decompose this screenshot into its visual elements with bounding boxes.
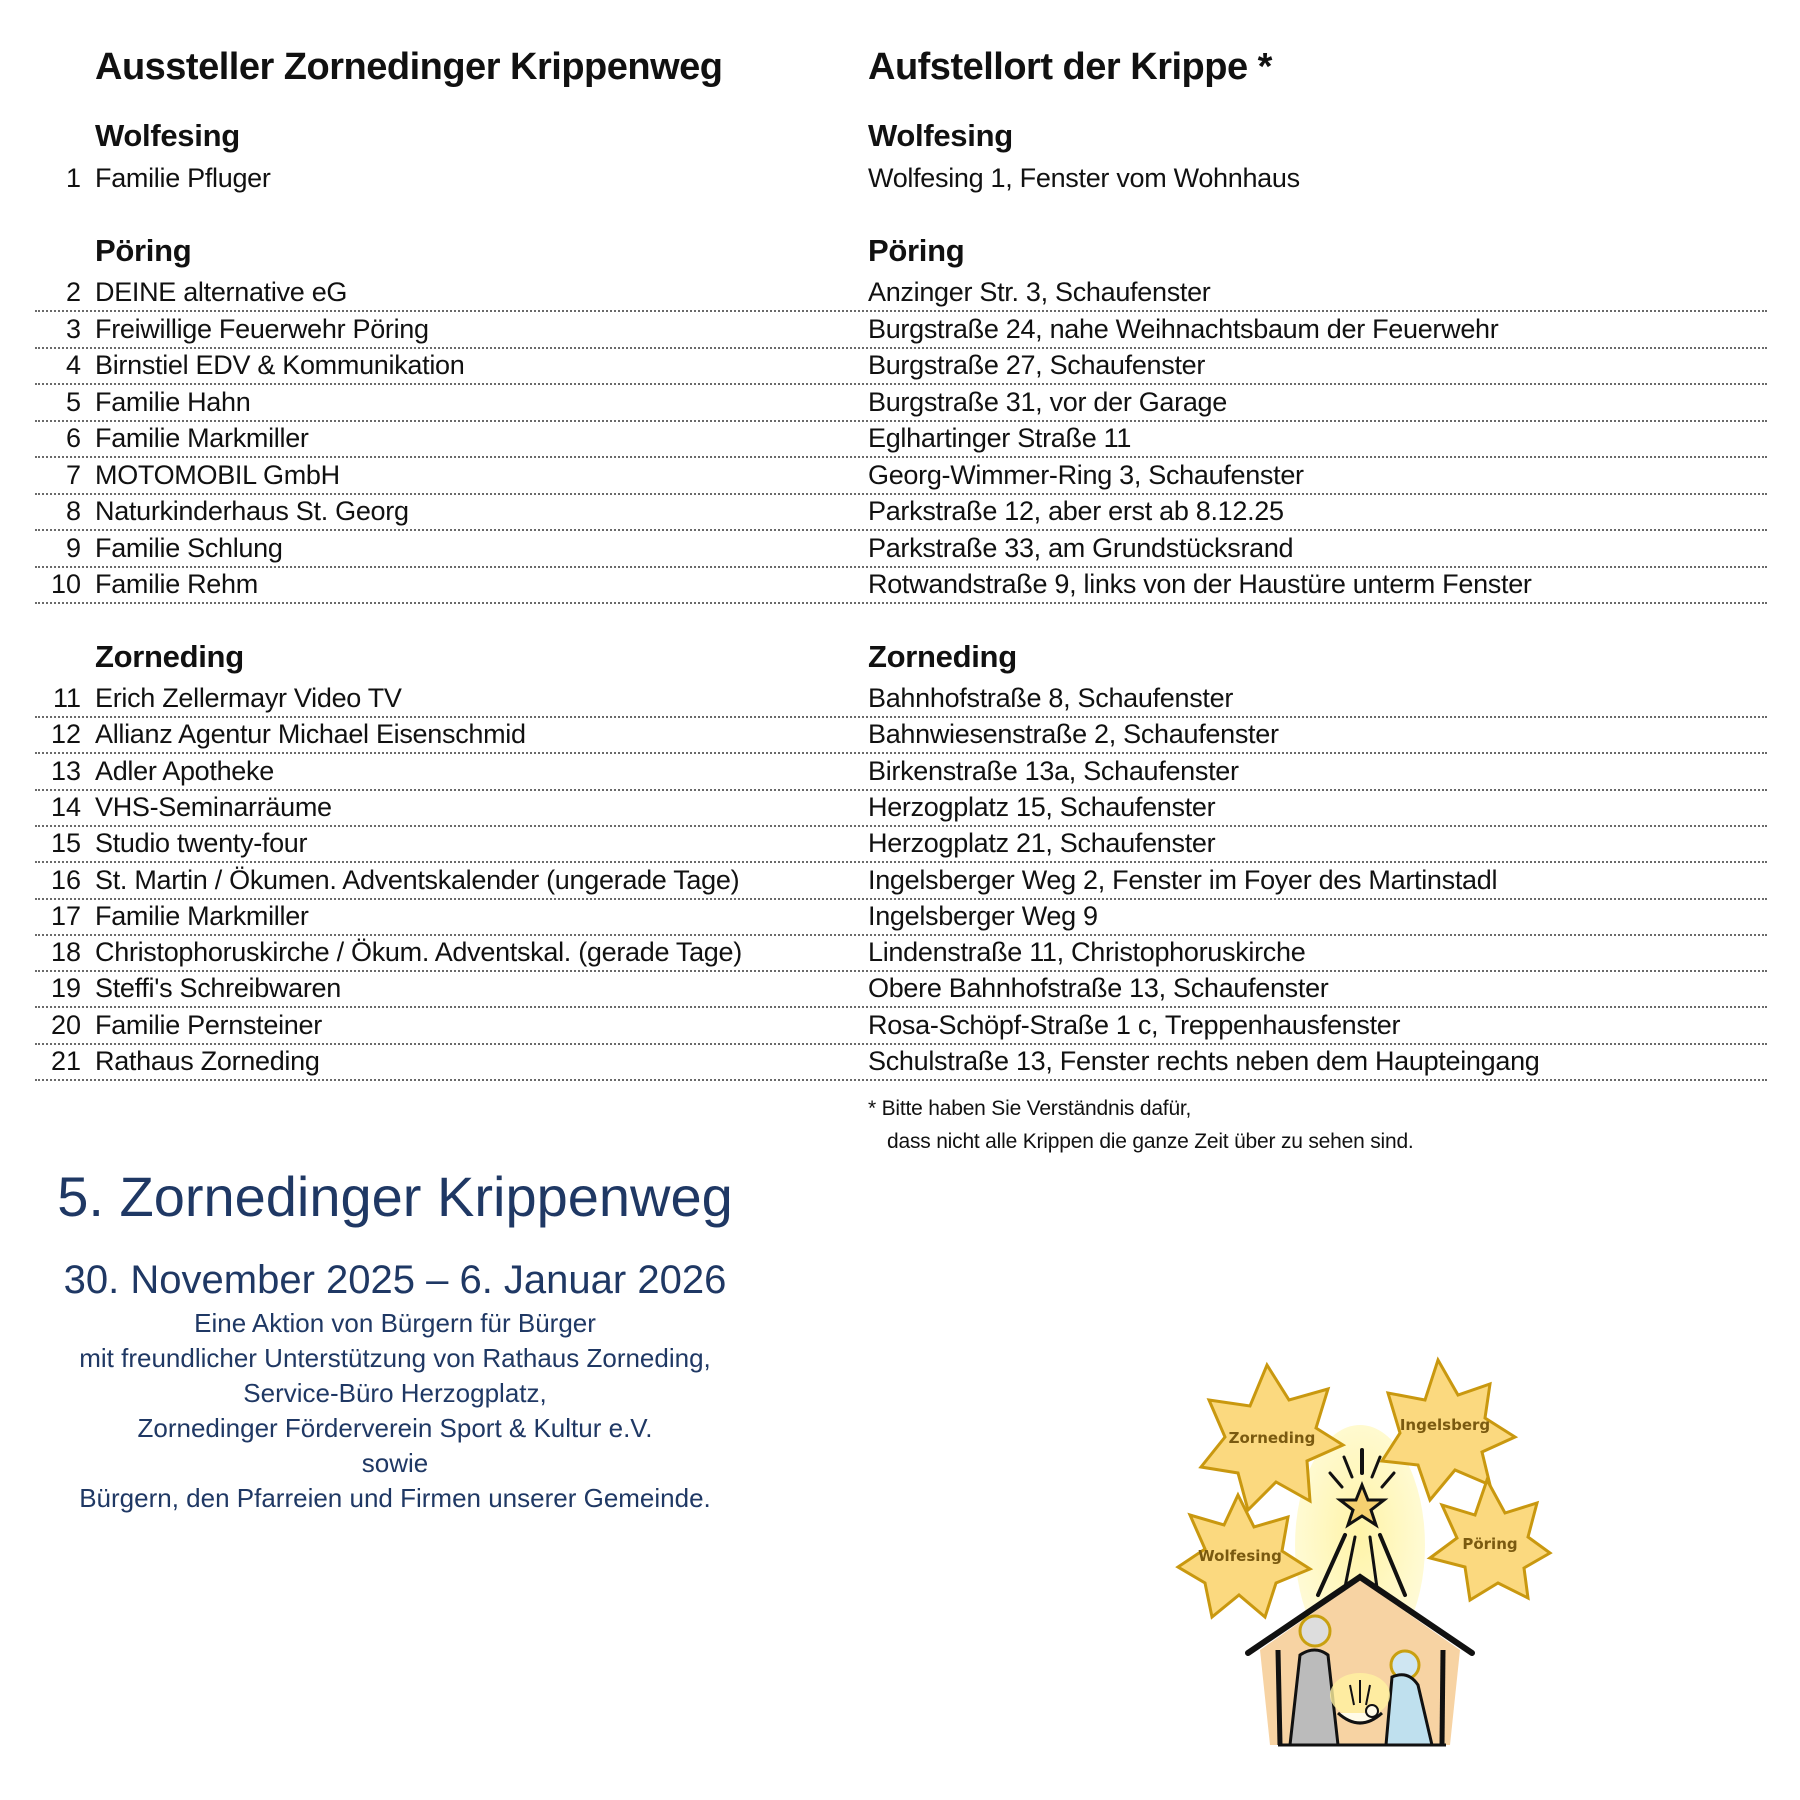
entry-number: 12 bbox=[50, 719, 81, 750]
table-row bbox=[35, 160, 1767, 196]
exhibitor-name: Familie Markmiller bbox=[95, 423, 309, 453]
table-row bbox=[35, 716, 1767, 754]
entry-number: 1 bbox=[65, 163, 81, 193]
exhibit-location: Bahnhofstraße 8, Schaufenster bbox=[868, 683, 1234, 713]
exhibitor-name: Erich Zellermayr Video TV bbox=[95, 683, 402, 713]
promo-line-4: Zornedinger Förderverein Sport & Kultur e.V. bbox=[137, 1413, 653, 1443]
footnote-line-1: * Bitte haben Sie Verständnis dafür, bbox=[868, 1097, 1192, 1120]
exhibit-location: Birkenstraße 13a, Schaufenster bbox=[868, 755, 1239, 786]
exhibitor-name: Rathaus Zorneding bbox=[95, 1046, 320, 1076]
entry-number: 21 bbox=[50, 1046, 81, 1076]
promo-title: 5. Zornedinger Krippenweg bbox=[57, 1165, 733, 1228]
promo-line-5: sowie bbox=[361, 1448, 429, 1478]
table-row bbox=[35, 493, 1767, 531]
star-label: Ingelsberg bbox=[1399, 1416, 1491, 1434]
entry-number: 10 bbox=[50, 569, 81, 599]
star-poering-icon bbox=[1430, 1480, 1550, 1600]
entry-number: 13 bbox=[50, 755, 81, 786]
table-row bbox=[35, 530, 1767, 568]
footnote-line-2: dass nicht alle Krippen die ganze Zeit über zu sehen sind. bbox=[887, 1130, 1414, 1153]
exhibitor-name: Studio twenty-four bbox=[95, 828, 308, 859]
entry-number: 3 bbox=[65, 313, 81, 344]
promo-line-1: Eine Aktion von Bürgern für Bürger bbox=[194, 1308, 596, 1338]
location-title: Aufstellort der Krippe * bbox=[868, 46, 1272, 88]
exhibitor-name: VHS-Seminarräume bbox=[95, 791, 332, 822]
exhibit-location: Eglhartinger Straße 11 bbox=[868, 423, 1132, 453]
section-heading-zorneding: Zorneding bbox=[95, 639, 244, 674]
entry-number: 6 bbox=[65, 423, 81, 453]
promo-line-6: Bürgern, den Pfarreien und Firmen unserer Gemeinde. bbox=[79, 1483, 711, 1513]
entry-number: 5 bbox=[65, 386, 81, 417]
table-row bbox=[35, 680, 1767, 718]
table-row bbox=[35, 753, 1767, 791]
star-label: Pöring bbox=[1462, 1535, 1518, 1553]
table-row bbox=[35, 384, 1767, 422]
exhibit-location: Ingelsberger Weg 2, Fenster im Foyer des Martinstadl bbox=[868, 864, 1498, 895]
exhibitor-name: Familie Hahn bbox=[95, 386, 251, 417]
exhibit-location: Wolfesing 1, Fenster vom Wohnhaus bbox=[868, 163, 1300, 193]
entry-number: 4 bbox=[65, 350, 81, 380]
table-row bbox=[35, 789, 1767, 827]
exhibitor-name: Allianz Agentur Michael Eisenschmid bbox=[95, 719, 526, 750]
table-row bbox=[35, 566, 1767, 604]
table-row bbox=[35, 311, 1767, 349]
exhibitor-name: Adler Apotheke bbox=[95, 755, 274, 786]
table-row bbox=[35, 347, 1767, 385]
exhibit-location: Parkstraße 33, am Grundstücksrand bbox=[868, 532, 1294, 563]
exhibitor-name: Familie Rehm bbox=[95, 569, 258, 599]
exhibit-location: Bahnwiesenstraße 2, Schaufenster bbox=[868, 719, 1279, 750]
exhibit-location: Herzogplatz 21, Schaufenster bbox=[868, 828, 1216, 859]
table-row bbox=[35, 457, 1767, 495]
exhibitor-name: Freiwillige Feuerwehr Pöring bbox=[95, 313, 429, 344]
table-row bbox=[35, 825, 1767, 863]
table-row bbox=[35, 934, 1767, 972]
entry-number: 11 bbox=[52, 683, 81, 713]
section-heading-wolfesing: Wolfesing bbox=[95, 118, 240, 153]
section-heading-poering: Pöring bbox=[95, 233, 192, 268]
exhibit-location: Parkstraße 12, aber erst ab 8.12.25 bbox=[868, 496, 1284, 526]
exhibitor-name: MOTOMOBIL GmbH bbox=[95, 459, 340, 490]
exhibitor-name: DEINE alternative eG bbox=[95, 277, 348, 307]
location-heading-poering: Pöring bbox=[868, 233, 965, 268]
exhibit-location: Burgstraße 27, Schaufenster bbox=[868, 350, 1206, 380]
entry-number: 7 bbox=[65, 459, 81, 490]
entry-number: 18 bbox=[50, 937, 81, 968]
exhibit-location: Obere Bahnhofstraße 13, Schaufenster bbox=[868, 973, 1329, 1004]
exhibitor-name: Familie Pfluger bbox=[95, 163, 271, 193]
location-heading-wolfesing: Wolfesing bbox=[868, 118, 1013, 153]
exhibit-location: Burgstraße 31, vor der Garage bbox=[868, 386, 1227, 417]
entry-number: 17 bbox=[50, 900, 81, 931]
table-row bbox=[35, 970, 1767, 1008]
entry-number: 9 bbox=[65, 532, 81, 563]
star-wolfesing-icon bbox=[1178, 1495, 1310, 1617]
entry-number: 2 bbox=[65, 277, 81, 307]
star-label: Zorneding bbox=[1228, 1429, 1316, 1447]
promo-dates: 30. November 2025 – 6. Januar 2026 bbox=[63, 1258, 727, 1302]
exhibitor-name: St. Martin / Ökumen. Adventskalender (ungerade Tage) bbox=[95, 864, 740, 895]
exhibitor-name: Naturkinderhaus St. Georg bbox=[95, 496, 409, 526]
star-label: Wolfesing bbox=[1198, 1547, 1282, 1565]
exhibitors-title: Aussteller Zornedinger Krippenweg bbox=[95, 46, 723, 88]
entry-number: 15 bbox=[50, 828, 81, 859]
promo-line-2: mit freundlicher Unterstützung von Rathaus Zorneding, bbox=[79, 1343, 711, 1373]
nativity-illustration bbox=[1160, 1355, 1600, 1795]
exhibitor-name: Familie Pernsteiner bbox=[95, 1009, 322, 1040]
exhibitor-name: Familie Schlung bbox=[95, 532, 283, 563]
table-row bbox=[35, 420, 1767, 458]
table-row bbox=[35, 898, 1767, 936]
exhibit-location: Anzinger Str. 3, Schaufenster bbox=[868, 277, 1211, 307]
table-row bbox=[35, 862, 1767, 900]
exhibit-location: Ingelsberger Weg 9 bbox=[868, 900, 1098, 931]
entry-number: 19 bbox=[50, 973, 81, 1004]
entry-number: 14 bbox=[50, 791, 81, 822]
exhibit-location: Schulstraße 13, Fenster rechts neben dem Haupteingang bbox=[868, 1046, 1540, 1076]
entry-number: 20 bbox=[50, 1009, 81, 1040]
exhibit-location: Georg-Wimmer-Ring 3, Schaufenster bbox=[868, 459, 1304, 490]
location-heading-zorneding: Zorneding bbox=[868, 639, 1017, 674]
exhibit-location: Burgstraße 24, nahe Weihnachtsbaum der Feuerwehr bbox=[868, 313, 1499, 344]
table-row bbox=[35, 1007, 1767, 1045]
exhibit-location: Rosa-Schöpf-Straße 1 c, Treppenhausfenster bbox=[868, 1009, 1401, 1040]
exhibitor-name: Familie Markmiller bbox=[95, 900, 309, 931]
exhibit-location: Lindenstraße 11, Christophoruskirche bbox=[868, 937, 1306, 968]
entry-number: 16 bbox=[50, 864, 81, 895]
table-row bbox=[35, 1043, 1767, 1081]
exhibitor-name: Christophoruskirche / Ökum. Adventskal. (gerade Tage) bbox=[95, 937, 742, 968]
manger-icon bbox=[1330, 1673, 1390, 1723]
entry-number: 8 bbox=[65, 496, 81, 526]
table-row bbox=[35, 274, 1767, 312]
promo-line-3: Service-Büro Herzogplatz, bbox=[243, 1378, 547, 1408]
exhibit-location: Herzogplatz 15, Schaufenster bbox=[868, 791, 1216, 822]
exhibitor-name: Steffi's Schreibwaren bbox=[95, 973, 341, 1004]
exhibitor-name: Birnstiel EDV & Kommunikation bbox=[95, 350, 465, 380]
exhibit-location: Rotwandstraße 9, links von der Haustüre unterm Fenster bbox=[868, 569, 1532, 599]
